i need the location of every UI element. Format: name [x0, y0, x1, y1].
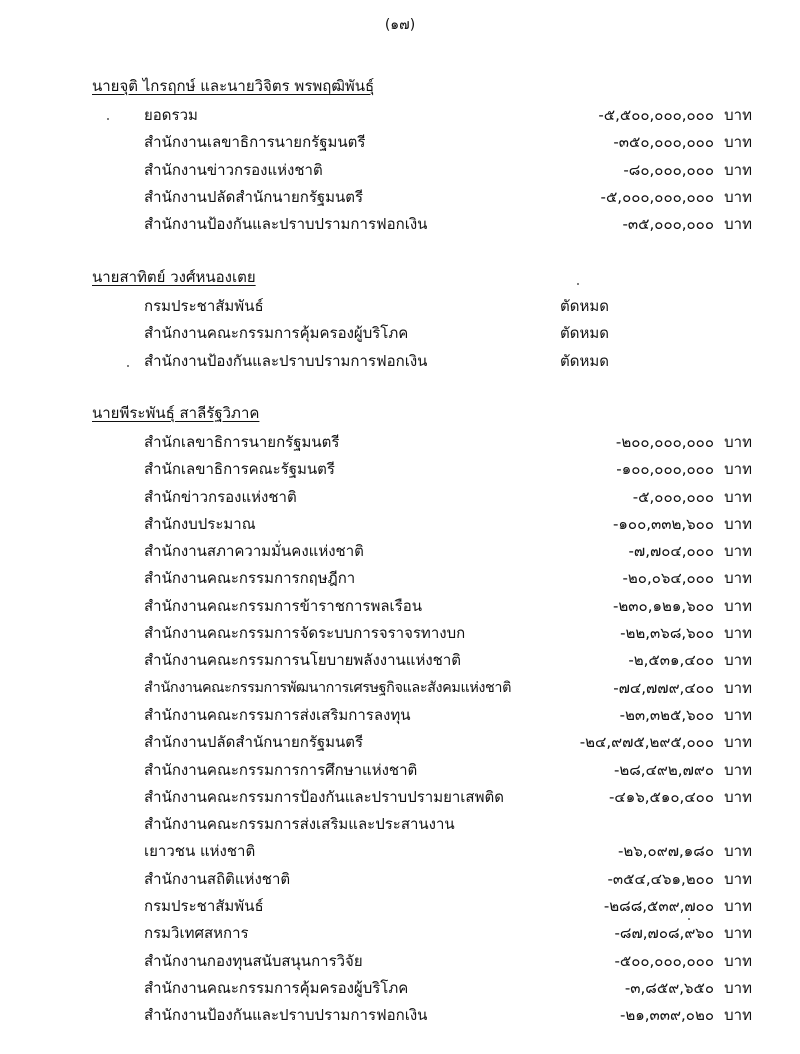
budget-row — [92, 293, 752, 320]
budget-row — [92, 893, 752, 920]
amount: -๒๐๐,๐๐๐,๐๐๐ — [615, 433, 714, 451]
amount: -๕,๐๐๐,๐๐๐,๐๐๐ — [600, 187, 714, 206]
budget-row — [92, 675, 752, 702]
unit: บาท — [724, 978, 752, 997]
budget-row — [92, 784, 752, 811]
amount: -๓๕๔,๔๖๑,๒๐๐ — [607, 869, 714, 888]
budget-row — [92, 429, 752, 456]
budget-row — [92, 129, 752, 156]
section-heading: นายพีระพันธุ์ สาลีรัฐวิภาค — [92, 404, 260, 422]
section-heading: นายจุติ ไกรฤกษ์ และนายวิจิตร พรพฤฒิพันธุ์ — [92, 77, 375, 95]
budget-row — [92, 184, 752, 211]
agency-label: สำนักงานข่าวกรองแห่งชาติ — [144, 160, 323, 179]
agency-label: สำนักงานสถิติแห่งชาติ — [144, 869, 291, 888]
agency-label: ยอดรวม — [144, 106, 198, 124]
section-heading: นายสาทิตย์ วงศ์หนองเตย — [92, 268, 256, 286]
amount: -๕,๕๐๐,๐๐๐,๐๐๐ — [598, 106, 714, 124]
scan-speck — [577, 283, 579, 285]
agency-label: สำนักเลขาธิการคณะรัฐมนตรี — [144, 460, 335, 479]
unit: บาท — [724, 215, 752, 234]
agency-label: สำนักเลขาธิการนายกรัฐมนตรี — [144, 433, 340, 451]
agency-label: สำนักงานคณะกรรมการคุ้มครองผู้บริโภค — [144, 324, 409, 343]
amount: -๒๖,๐๙๗,๑๘๐ — [617, 842, 714, 861]
scan-speck — [688, 918, 690, 920]
budget-row — [92, 593, 752, 620]
budget-row — [92, 157, 752, 184]
amount: -๒,๕๓๑,๔๐๐ — [628, 651, 714, 670]
budget-row — [92, 811, 752, 866]
agency-label: สำนักข่าวกรองแห่งชาติ — [144, 487, 297, 506]
budget-row — [92, 484, 752, 511]
amount: -๗๔,๗๗๙,๔๐๐ — [613, 678, 714, 697]
agency-label: สำนักงานปลัดสำนักนายกรัฐมนตรี — [144, 187, 364, 206]
unit: บาท — [724, 951, 752, 970]
budget-row — [92, 729, 752, 756]
agency-label: สำนักงานสภาความมั่นคงแห่งชาติ — [144, 542, 364, 561]
agency-label: สำนักงานคณะกรรมการกฤษฎีกา — [144, 569, 356, 588]
amount: -๓,๘๕๙,๖๕๐ — [624, 978, 714, 997]
unit: บาท — [724, 924, 752, 943]
budget-row — [92, 975, 752, 1002]
agency-label: กรมประชาสัมพันธ์ — [144, 297, 264, 315]
budget-row — [92, 948, 752, 975]
unit: บาท — [724, 514, 752, 533]
unit: บาท — [724, 542, 752, 561]
budget-row — [92, 102, 752, 129]
unit: บาท — [724, 842, 752, 861]
amount: -๒๔,๙๗๕,๒๙๕,๐๐๐ — [579, 733, 714, 752]
cut-all-label: ตัดหมด — [560, 324, 609, 343]
unit: บาท — [724, 460, 752, 479]
unit: บาท — [724, 106, 752, 124]
unit: บาท — [724, 1006, 752, 1025]
amount: -๑๐๐,๐๐๐,๐๐๐ — [616, 460, 714, 479]
budget-row — [92, 1002, 752, 1029]
amount: -๔๑๖,๕๑๐,๔๐๐ — [608, 787, 714, 806]
unit: บาท — [724, 569, 752, 588]
scan-speck — [127, 365, 129, 367]
budget-row — [92, 565, 752, 592]
amount: -๒๓,๓๒๕,๖๐๐ — [619, 705, 714, 724]
agency-label: สำนักงานคณะกรรมการส่งเสริมและประสานงานเยาวชน แห่งชาติ — [144, 815, 455, 861]
unit: บาท — [724, 433, 752, 451]
amount: -๒๘๘,๕๓๙,๗๐๐ — [603, 897, 714, 916]
agency-label: สำนักงานป้องกันและปราบปรามการฟอกเงิน — [144, 215, 428, 234]
agency-label: สำนักงานคณะกรรมการคุ้มครองผู้บริโภค — [144, 978, 409, 997]
agency-label: สำนักงานป้องกันและปราบปรามการฟอกเงิน — [144, 1006, 428, 1025]
agency-label: สำนักงานคณะกรรมการข้าราชการพลเรือน — [144, 596, 422, 615]
unit: บาท — [724, 596, 752, 615]
budget-row — [92, 866, 752, 893]
amount: -๒๓๐,๑๒๑,๖๐๐ — [612, 596, 714, 615]
cut-all-label: ตัดหมด — [560, 297, 609, 315]
amount: -๕,๐๐๐,๐๐๐ — [632, 487, 714, 506]
amount: -๘๗,๗๐๘,๙๖๐ — [614, 924, 714, 943]
agency-label: สำนักงานปลัดสำนักนายกรัฐมนตรี — [144, 733, 364, 752]
amount: -๓๕,๐๐๐,๐๐๐ — [622, 215, 714, 234]
budget-row — [92, 620, 752, 647]
agency-label: สำนักงานคณะกรรมการส่งเสริมการลงทุน — [144, 705, 411, 724]
budget-row — [92, 920, 752, 947]
unit: บาท — [724, 651, 752, 670]
agency-label: สำนักงานคณะกรรมการป้องกันและปราบปรามยาเสพติด — [144, 787, 504, 806]
agency-label: กรมวิเทศสหการ — [144, 924, 249, 943]
amount: -๘๐,๐๐๐,๐๐๐ — [623, 160, 714, 179]
agency-label: สำนักงานคณะกรรมการพัฒนาการเศรษฐกิจและสังคมแห่งชาติ — [144, 679, 512, 696]
unit: บาท — [724, 787, 752, 806]
amount: -๓๕๐,๐๐๐,๐๐๐ — [613, 133, 714, 152]
page-number: (๑๗) — [384, 17, 416, 33]
budget-row — [92, 757, 752, 784]
unit: บาท — [724, 624, 752, 643]
agency-label: สำนักงานกองทุนสนับสนุนการวิจัย — [144, 951, 363, 970]
budget-row — [92, 456, 752, 483]
agency-label: สำนักงานป้องกันและปราบปรามการฟอกเงิน — [144, 351, 428, 370]
unit: บาท — [724, 705, 752, 724]
agency-label: สำนักงานคณะกรรมการจัดระบบการจราจรทางบก — [144, 624, 466, 643]
cut-all-label: ตัดหมด — [560, 351, 609, 370]
budget-row — [92, 320, 752, 347]
budget-row — [92, 647, 752, 674]
budget-row — [92, 538, 752, 565]
amount: -๗,๗๐๔,๐๐๐ — [628, 542, 714, 561]
budget-row — [92, 511, 752, 538]
unit: บาท — [724, 897, 752, 916]
budget-row — [92, 348, 752, 375]
unit: บาท — [724, 760, 752, 779]
section-2 — [92, 264, 752, 375]
amount: -๒๑,๓๓๙,๐๒๐ — [619, 1006, 714, 1025]
section-1 — [92, 73, 752, 238]
agency-label: กรมประชาสัมพันธ์ — [144, 897, 264, 916]
agency-label: สำนักงานคณะกรรมการการศึกษาแห่งชาติ — [144, 760, 418, 779]
scan-speck — [107, 118, 109, 120]
unit: บาท — [724, 160, 752, 179]
amount: -๒๒,๓๖๘,๖๐๐ — [620, 624, 714, 643]
agency-label: สำนักงานเลขาธิการนายกรัฐมนตรี — [144, 133, 366, 152]
unit: บาท — [724, 678, 752, 697]
unit: บาท — [724, 869, 752, 888]
budget-row — [92, 211, 752, 238]
amount: -๒๐,๐๖๔,๐๐๐ — [622, 569, 714, 588]
amount: -๕๐๐,๐๐๐,๐๐๐ — [614, 951, 714, 970]
amount: -๑๐๐,๓๓๒,๖๐๐ — [612, 514, 714, 533]
unit: บาท — [724, 187, 752, 206]
unit: บาท — [724, 133, 752, 152]
unit: บาท — [724, 733, 752, 752]
agency-label: สำนักงบประมาณ — [144, 514, 256, 533]
agency-label: สำนักงานคณะกรรมการนโยบายพลังงานแห่งชาติ — [144, 651, 462, 670]
section-3 — [92, 400, 752, 1030]
budget-row — [92, 702, 752, 729]
amount: -๒๘,๔๙๒,๗๙๐ — [613, 760, 714, 779]
unit: บาท — [724, 487, 752, 506]
